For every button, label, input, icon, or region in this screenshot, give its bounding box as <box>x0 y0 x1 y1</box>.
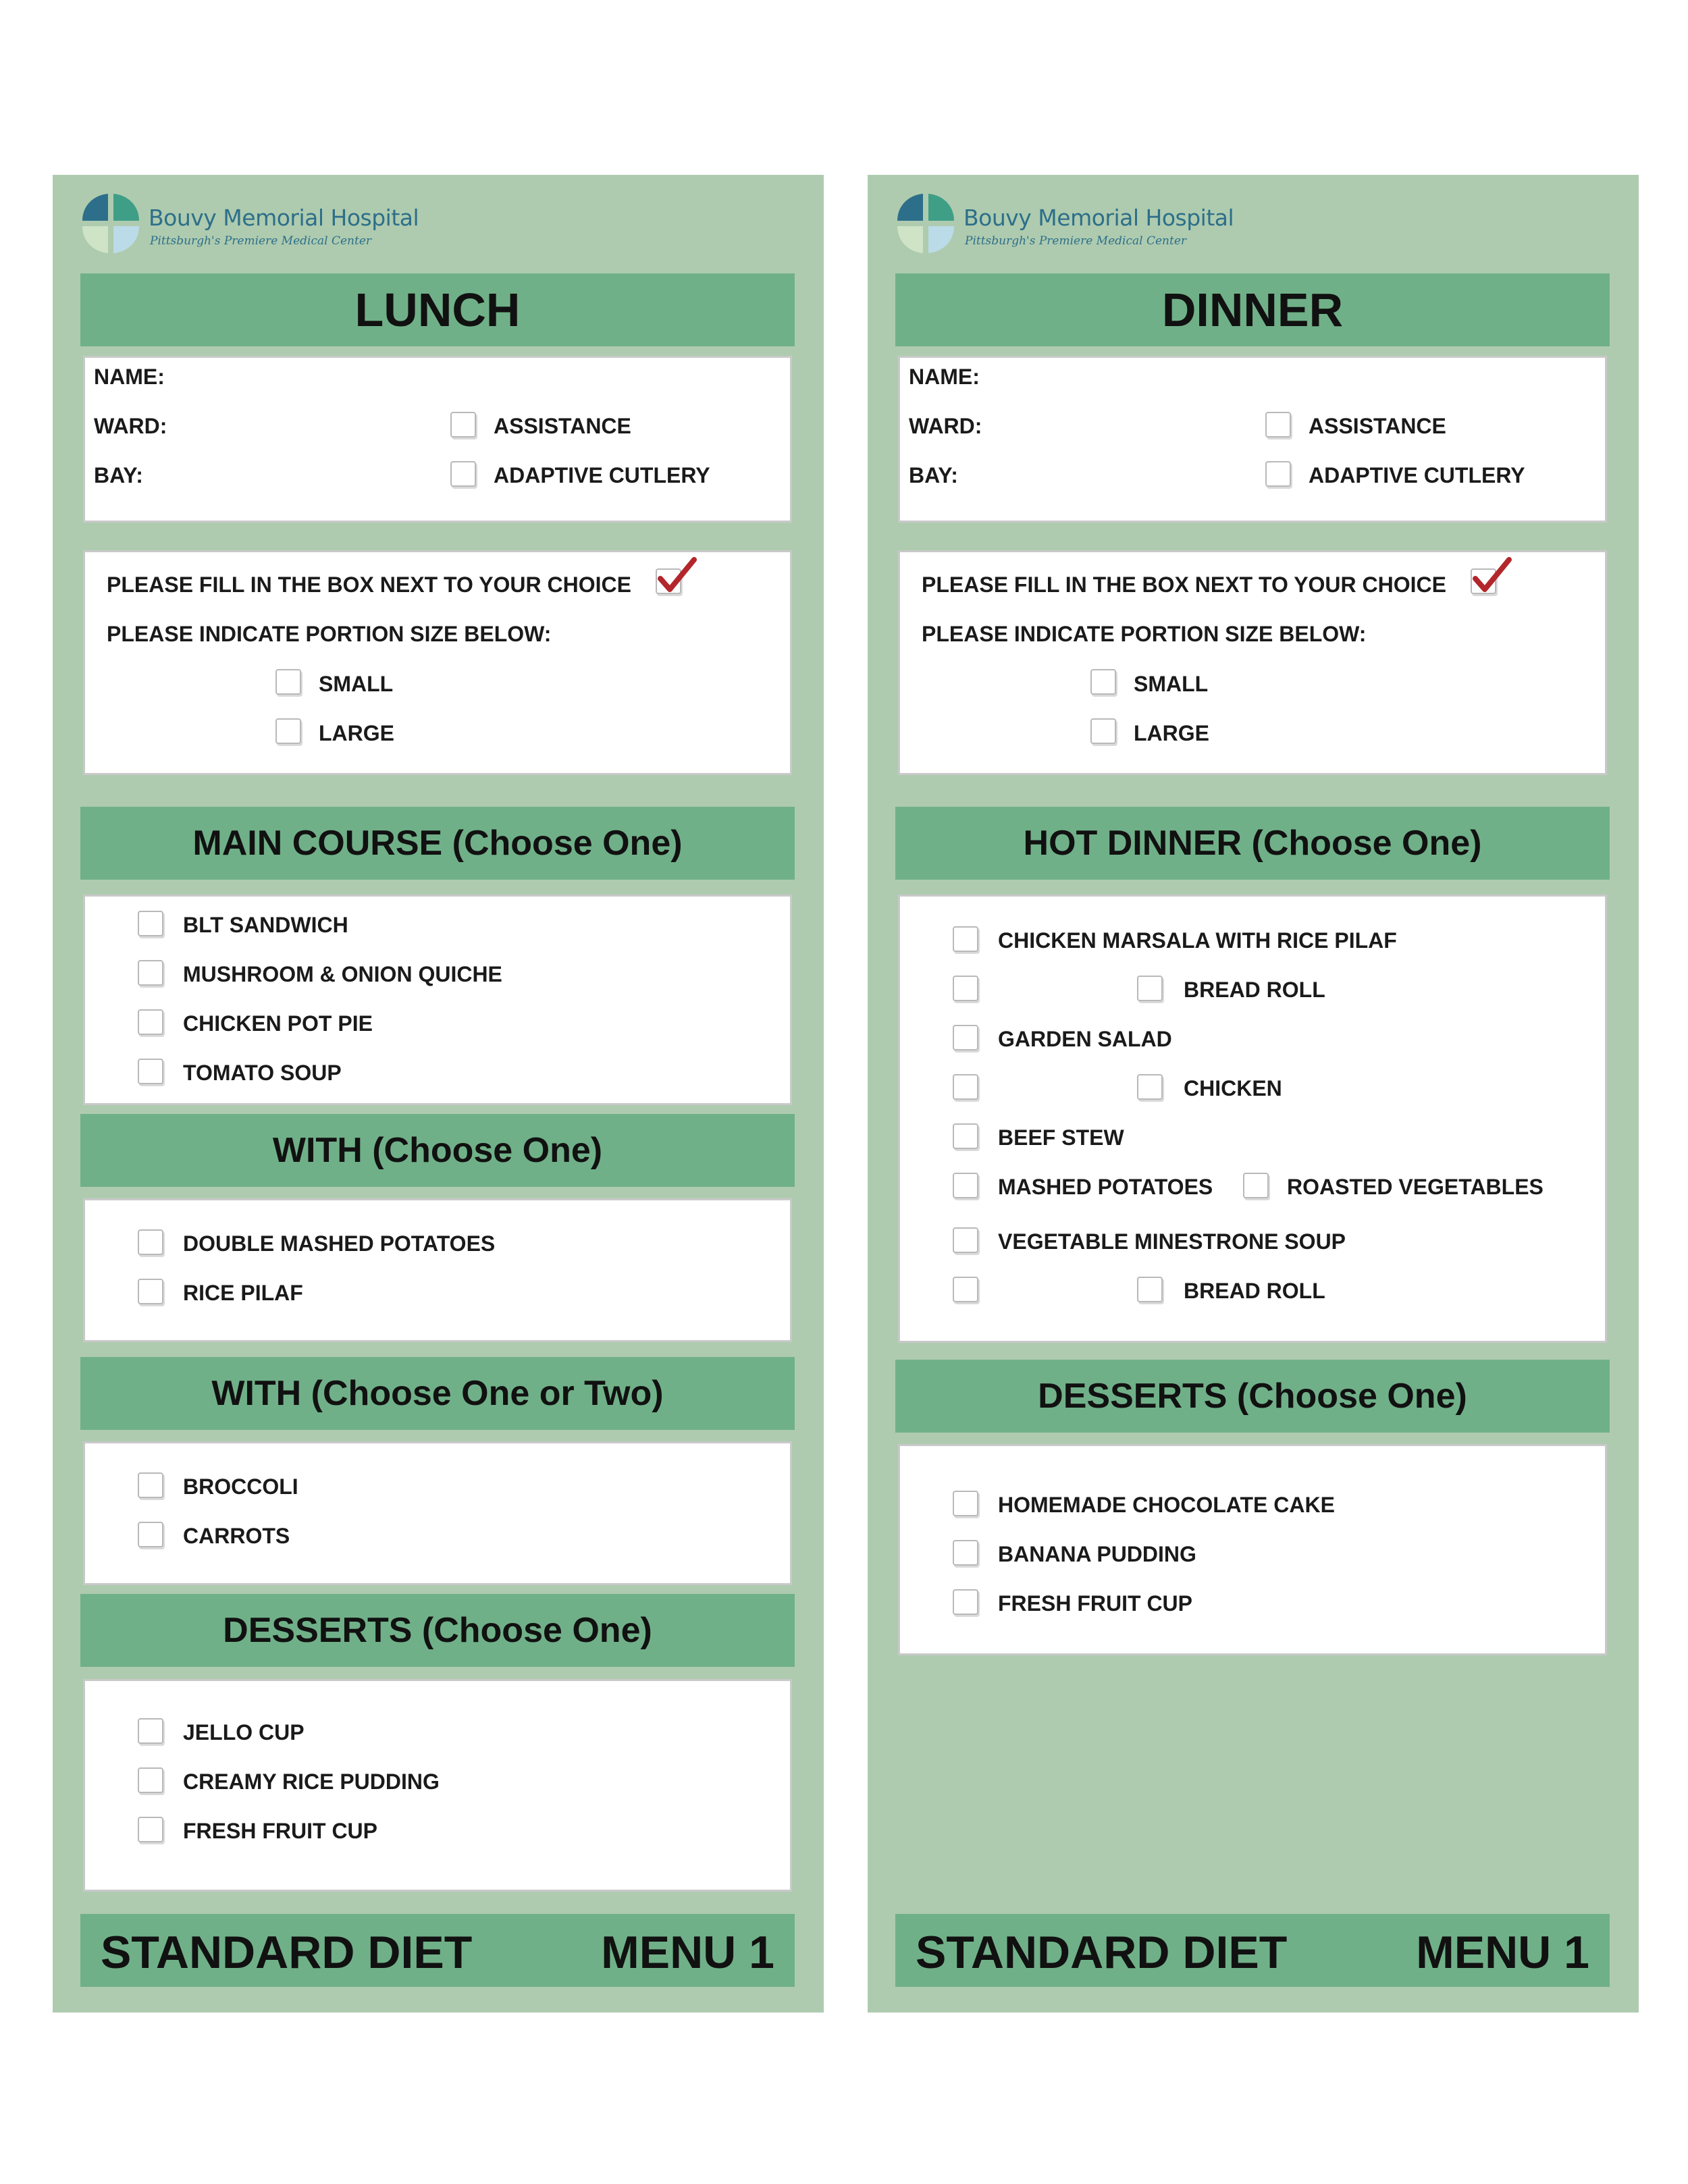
name-label: NAME: <box>94 365 165 389</box>
menu-item-label: CARROTS <box>183 1524 290 1548</box>
large-portion-label: LARGE <box>319 721 394 745</box>
menu-item-label: RICE PILAF <box>183 1281 303 1305</box>
hot-dinner-heading: HOT DINNER (Choose One) <box>895 807 1610 880</box>
ward-label: WARD: <box>909 414 982 438</box>
large-portion-label: LARGE <box>1134 721 1209 745</box>
chicken-pot-pie-checkbox[interactable] <box>138 1009 163 1035</box>
roasted-vegetables-checkbox[interactable] <box>1243 1173 1269 1198</box>
portion-instruction: PLEASE INDICATE PORTION SIZE BELOW: <box>107 622 552 646</box>
main-course-box <box>83 895 792 1105</box>
chicken-checkbox[interactable] <box>1137 1074 1163 1100</box>
with-one-heading: WITH (Choose One) <box>80 1114 795 1187</box>
main-course-heading: MAIN COURSE (Choose One) <box>80 807 795 880</box>
with-one-or-two-heading: WITH (Choose One or Two) <box>80 1357 795 1430</box>
lunch-menu-panel <box>53 175 824 2013</box>
assistance-checkbox[interactable] <box>450 412 476 437</box>
assistance-label: ASSISTANCE <box>494 414 631 438</box>
hot-dinner-box <box>898 895 1607 1343</box>
rice-pilaf-checkbox[interactable] <box>138 1279 163 1304</box>
patient-info-box <box>83 356 792 523</box>
minestrone-soup-checkbox[interactable] <box>953 1227 978 1253</box>
with-one-box <box>83 1198 792 1342</box>
menu-item-label: JELLO CUP <box>183 1720 305 1744</box>
garden-salad-side-checkbox[interactable] <box>953 1074 978 1100</box>
menu-item-label: VEGETABLE MINESTRONE SOUP <box>998 1229 1346 1254</box>
tomato-soup-checkbox[interactable] <box>138 1059 163 1084</box>
menu-item-label: MUSHROOM & ONION QUICHE <box>183 962 502 986</box>
adaptive-cutlery-label: ADAPTIVE CUTLERY <box>1309 463 1525 487</box>
instructions-box <box>898 550 1607 775</box>
menu-item-label: ROASTED VEGETABLES <box>1287 1175 1544 1199</box>
small-portion-checkbox[interactable] <box>1090 669 1116 695</box>
hospital-logo <box>80 194 485 255</box>
menu-item-label: CHICKEN MARSALA WITH RICE PILAF <box>998 928 1397 953</box>
bay-label: BAY: <box>909 463 958 487</box>
hospital-tagline: Pittsburgh's Premiere Medical Center <box>965 234 1187 248</box>
menu-item-label: DOUBLE MASHED POTATOES <box>183 1231 496 1256</box>
menu-item-label: FRESH FRUIT CUP <box>183 1819 377 1843</box>
hospital-logo <box>895 194 1300 255</box>
bay-label: BAY: <box>94 463 143 487</box>
menu-item-label: TOMATO SOUP <box>183 1061 342 1085</box>
adaptive-cutlery-checkbox[interactable] <box>450 461 476 487</box>
patient-info-box <box>898 356 1607 523</box>
desserts-box <box>83 1679 792 1892</box>
broccoli-checkbox[interactable] <box>138 1472 163 1498</box>
minestrone-side-checkbox[interactable] <box>953 1277 978 1302</box>
menu-item-label: BREAD ROLL <box>1184 1279 1325 1303</box>
carrots-checkbox[interactable] <box>138 1522 163 1547</box>
quiche-checkbox[interactable] <box>138 960 163 986</box>
meal-title: LUNCH <box>80 273 795 346</box>
menu-item-label: BEEF STEW <box>998 1125 1124 1150</box>
fresh-fruit-cup-checkbox[interactable] <box>138 1817 163 1842</box>
assistance-label: ASSISTANCE <box>1309 414 1446 438</box>
menu-item-label: CHICKEN POT PIE <box>183 1011 373 1036</box>
chicken-marsala-checkbox[interactable] <box>953 926 978 952</box>
small-portion-checkbox[interactable] <box>275 669 301 695</box>
adaptive-cutlery-checkbox[interactable] <box>1265 461 1291 487</box>
menu-item-label: BROCCOLI <box>183 1474 298 1499</box>
bread-roll-2-checkbox[interactable] <box>1137 1277 1163 1302</box>
adaptive-cutlery-label: ADAPTIVE CUTLERY <box>494 463 710 487</box>
menu-number: MENU 1 <box>1416 1927 1589 1978</box>
hospital-cross-icon <box>80 194 142 255</box>
blt-sandwich-checkbox[interactable] <box>138 911 163 936</box>
dinner-menu-panel <box>868 175 1639 2013</box>
desserts-box <box>898 1444 1607 1655</box>
menu-item-label: BLT SANDWICH <box>183 913 348 937</box>
assistance-checkbox[interactable] <box>1265 412 1291 437</box>
footer-bar <box>80 1914 795 1987</box>
large-portion-checkbox[interactable] <box>275 718 301 744</box>
desserts-heading: DESSERTS (Choose One) <box>895 1360 1610 1433</box>
chocolate-cake-checkbox[interactable] <box>953 1491 978 1516</box>
hospital-cross-icon <box>895 194 957 255</box>
rice-pudding-checkbox[interactable] <box>138 1767 163 1793</box>
menu-item-label: BREAD ROLL <box>1184 978 1325 1002</box>
garden-salad-checkbox[interactable] <box>953 1025 978 1050</box>
menu-item-label: HOMEMADE CHOCOLATE CAKE <box>998 1493 1335 1517</box>
menu-item-label: FRESH FRUIT CUP <box>998 1591 1192 1616</box>
mashed-potatoes-checkbox[interactable] <box>953 1173 978 1198</box>
menu-item-label: CHICKEN <box>1184 1076 1282 1100</box>
menu-item-label: BANANA PUDDING <box>998 1542 1196 1566</box>
with-one-or-two-box <box>83 1441 792 1585</box>
menu-item-label: GARDEN SALAD <box>998 1027 1172 1051</box>
chicken-marsala-side-checkbox[interactable] <box>953 976 978 1001</box>
desserts-heading: DESSERTS (Choose One) <box>80 1594 795 1667</box>
menu-item-label: MASHED POTATOES <box>998 1175 1213 1199</box>
menu-item-label: CREAMY RICE PUDDING <box>183 1769 440 1794</box>
footer-bar <box>895 1914 1610 1987</box>
small-portion-label: SMALL <box>1134 672 1209 696</box>
bread-roll-checkbox[interactable] <box>1137 976 1163 1001</box>
fill-instruction: PLEASE FILL IN THE BOX NEXT TO YOUR CHOICE <box>922 572 1446 597</box>
ward-label: WARD: <box>94 414 167 438</box>
small-portion-label: SMALL <box>319 672 394 696</box>
diet-label: STANDARD DIET <box>101 1927 473 1978</box>
instructions-box <box>83 550 792 775</box>
jello-cup-checkbox[interactable] <box>138 1718 163 1744</box>
fresh-fruit-cup-checkbox[interactable] <box>953 1589 978 1615</box>
name-label: NAME: <box>909 365 980 389</box>
double-mashed-potatoes-checkbox[interactable] <box>138 1229 163 1255</box>
check-mark-icon <box>656 556 698 597</box>
fill-instruction: PLEASE FILL IN THE BOX NEXT TO YOUR CHOICE <box>107 572 631 597</box>
hospital-tagline: Pittsburgh's Premiere Medical Center <box>150 234 372 248</box>
meal-title: DINNER <box>895 273 1610 346</box>
portion-instruction: PLEASE INDICATE PORTION SIZE BELOW: <box>922 622 1367 646</box>
menu-number: MENU 1 <box>601 1927 774 1978</box>
hospital-name: Bouvy Memorial Hospital <box>964 205 1234 231</box>
banana-pudding-checkbox[interactable] <box>953 1540 978 1566</box>
hospital-name: Bouvy Memorial Hospital <box>149 205 419 231</box>
check-mark-icon <box>1471 556 1513 597</box>
diet-label: STANDARD DIET <box>916 1927 1288 1978</box>
large-portion-checkbox[interactable] <box>1090 718 1116 744</box>
beef-stew-checkbox[interactable] <box>953 1123 978 1149</box>
